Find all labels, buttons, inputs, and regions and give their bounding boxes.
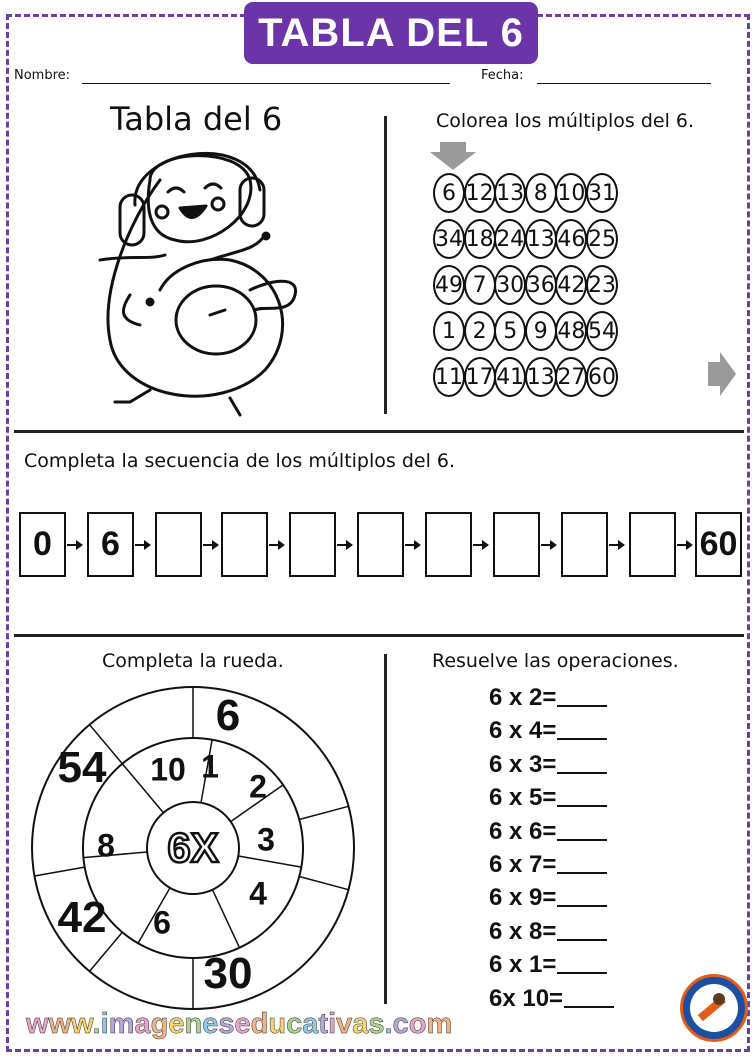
operation-text: 6 x 3= <box>489 750 557 778</box>
multiple-circle[interactable]: 25 <box>586 219 618 259</box>
answer-field[interactable] <box>564 1006 614 1008</box>
name-field[interactable] <box>82 83 450 84</box>
multiple-circle[interactable]: 6 <box>433 173 465 213</box>
six-character-illustration <box>90 140 310 420</box>
operation-item <box>489 684 607 712</box>
arrow-right-icon <box>609 539 625 551</box>
name-label: Nombre: <box>14 68 71 83</box>
wheel-inner-number: 4 <box>249 875 267 912</box>
pencil-icon <box>683 977 745 1039</box>
illustration-heading: Tabla del 6 <box>110 100 283 138</box>
multiple-circle[interactable]: 18 <box>464 219 496 259</box>
arrow-right-icon <box>405 539 421 551</box>
multiple-circle[interactable]: 7 <box>464 265 496 305</box>
multiple-circle[interactable]: 27 <box>555 357 587 397</box>
answer-field[interactable] <box>557 738 607 740</box>
operation-item <box>489 884 607 912</box>
multiple-circle[interactable]: 36 <box>525 265 557 305</box>
multiple-circle[interactable]: 23 <box>586 265 618 305</box>
answer-field[interactable] <box>557 772 607 774</box>
wheel-heading: Completa la rueda. <box>102 650 284 672</box>
multiple-circle[interactable]: 10 <box>555 173 587 213</box>
wheel-inner-number: 10 <box>150 751 186 788</box>
arrow-right-icon <box>677 539 693 551</box>
operation-item <box>489 985 614 1013</box>
answer-field[interactable] <box>557 839 607 841</box>
answer-field[interactable] <box>557 805 607 807</box>
down-arrow-icon <box>430 142 476 170</box>
multiple-circle[interactable]: 5 <box>494 311 526 351</box>
sequence-box: 0 <box>19 512 66 577</box>
wheel-outer-number: 42 <box>57 893 107 942</box>
multiple-circle[interactable]: 13 <box>525 357 557 397</box>
multiple-circle[interactable]: 11 <box>433 357 465 397</box>
wheel-inner-number: 2 <box>249 768 267 805</box>
date-label: Fecha: <box>481 68 524 83</box>
arrow-right-icon <box>337 539 353 551</box>
sequence-box[interactable] <box>155 512 202 577</box>
wheel-inner-number: 3 <box>257 821 275 858</box>
operation-item <box>489 784 607 812</box>
wheel-center-label: 6X <box>167 824 219 871</box>
operation-item <box>489 717 607 745</box>
multiple-circle[interactable]: 60 <box>586 357 618 397</box>
operation-text: 6 x 6= <box>489 817 557 845</box>
operation-item <box>489 951 607 979</box>
arrow-right-icon <box>135 539 151 551</box>
section-divider-2 <box>14 634 744 637</box>
operation-text: 6 x 8= <box>489 917 557 945</box>
date-field[interactable] <box>537 83 711 84</box>
multiple-circle[interactable]: 48 <box>555 311 587 351</box>
multiple-circle[interactable]: 46 <box>555 219 587 259</box>
wheel-inner-number: 8 <box>97 827 115 864</box>
sequence-box[interactable] <box>493 512 540 577</box>
operation-text: 6x 10= <box>489 984 564 1012</box>
operation-item <box>489 851 607 879</box>
multiple-circle[interactable]: 49 <box>433 265 465 305</box>
multiple-circle[interactable]: 17 <box>464 357 496 397</box>
wheel-outer-number: 30 <box>203 949 253 998</box>
multiple-circle[interactable]: 24 <box>494 219 526 259</box>
answer-field[interactable] <box>557 939 607 941</box>
sequence-heading: Completa la secuencia de los múltiplos del 6. <box>24 450 456 472</box>
operation-text: 6 x 1= <box>489 951 557 979</box>
answer-field[interactable] <box>557 972 607 974</box>
answer-field[interactable] <box>557 905 607 907</box>
multiple-circle[interactable]: 41 <box>494 357 526 397</box>
answer-field[interactable] <box>557 705 607 707</box>
wheel-inner-number: 6 <box>153 904 171 941</box>
multiple-circle[interactable]: 1 <box>433 311 465 351</box>
answer-field[interactable] <box>557 872 607 874</box>
wheel-inner-number: 1 <box>201 748 219 785</box>
right-arrow-icon <box>708 352 736 396</box>
multiple-circle[interactable]: 2 <box>464 311 496 351</box>
multiple-circle[interactable]: 13 <box>494 173 526 213</box>
arrow-right-icon <box>203 539 219 551</box>
section-divider-1 <box>14 430 744 433</box>
multiple-circle[interactable]: 9 <box>525 311 557 351</box>
wheel-outer-number: 54 <box>57 743 107 792</box>
operation-text: 6 x 7= <box>489 851 557 878</box>
operation-text: 6 x 9= <box>489 884 557 912</box>
color-heading: Colorea los múltiplos del 6. <box>436 110 695 132</box>
sequence-box: 6 <box>87 512 134 577</box>
operation-item <box>489 818 607 846</box>
sequence-box[interactable] <box>357 512 404 577</box>
multiple-circle[interactable]: 13 <box>525 219 557 259</box>
sequence-box: 60 <box>695 512 742 577</box>
sequence-box[interactable] <box>289 512 336 577</box>
wheel-outer-number: 6 <box>215 691 241 740</box>
footer-url: www.imageneseducativas.com <box>26 1008 453 1040</box>
operation-text: 6 x 2= <box>489 684 557 711</box>
multiple-circle[interactable]: 8 <box>525 173 557 213</box>
arrow-right-icon <box>541 539 557 551</box>
sequence-box[interactable] <box>425 512 472 577</box>
sequence-box[interactable] <box>561 512 608 577</box>
bottom-divider <box>384 654 387 1004</box>
operations-heading: Resuelve las operaciones. <box>432 650 679 672</box>
multiple-circle[interactable]: 31 <box>586 173 618 213</box>
multiple-circle[interactable]: 34 <box>433 219 465 259</box>
operation-item <box>489 751 607 779</box>
sequence-box[interactable] <box>629 512 676 577</box>
arrow-right-icon <box>67 539 83 551</box>
multiple-circle[interactable]: 42 <box>555 265 587 305</box>
arrow-right-icon <box>473 539 489 551</box>
top-divider <box>384 116 387 414</box>
arrow-right-icon <box>269 539 285 551</box>
operation-text: 6 x 5= <box>489 784 557 812</box>
operation-text: 6 x 4= <box>489 717 557 745</box>
page-title: TABLA DEL 6 <box>244 2 538 64</box>
multiple-circle[interactable]: 30 <box>494 265 526 305</box>
site-logo <box>680 974 748 1042</box>
multiple-circle[interactable]: 54 <box>586 311 618 351</box>
multiple-circle[interactable]: 12 <box>464 173 496 213</box>
operation-item <box>489 918 607 946</box>
sequence-box[interactable] <box>221 512 268 577</box>
